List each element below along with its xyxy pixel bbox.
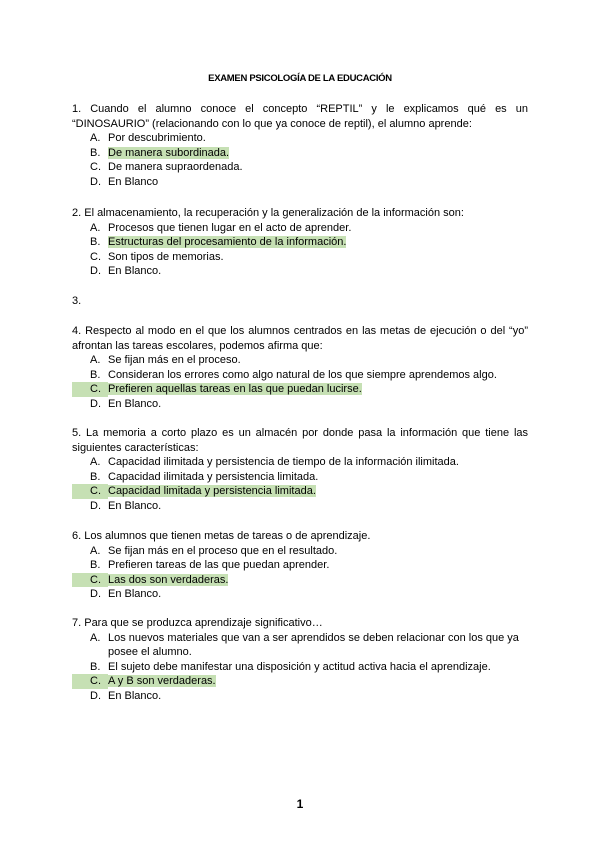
option-d: D. En Blanco. [90, 588, 162, 601]
option-a: A. Capacidad ilimitada y persistencia de tiempo de la información ilimitada. [90, 456, 459, 469]
question-2 [72, 206, 528, 279]
option-b: B. Consideran los errores como algo natural de los que siempre aprendemos algo. [90, 368, 497, 381]
question-stem: 7. Para que se produzca aprendizaje significativo… [72, 617, 323, 629]
option-c: C. Son tipos de memorias. [90, 250, 224, 263]
option-c-correct: C. Prefieren aquellas tareas en las que puedan lucirse. [72, 382, 528, 397]
question-stem: 5. La memoria a corto plazo es un almacén por donde pasa la información que tiene las siguientes características: [72, 427, 528, 454]
question-7 [72, 616, 528, 704]
option-b: B. Capacidad ilimitada y persistencia limitada. [90, 470, 319, 483]
question-stem: 1. Cuando el alumno conoce el concepto “REPTIL” y le explicamos qué es un “DINOSAURIO” (relacionando con lo que ya conoce de reptil), el alumno aprende: [72, 103, 528, 130]
option-c-correct: C. A y B son verdaderas. [72, 674, 528, 689]
question-1 [72, 102, 528, 190]
option-b-correct: B. Estructuras del procesamiento de la información. [90, 236, 347, 249]
option-a: A. Por descubrimiento. [90, 132, 206, 145]
option-b: B. El sujeto debe manifestar una disposición y actitud activa hacia el aprendizaje. [90, 660, 491, 673]
question-stem: 6. Los alumnos que tienen metas de tareas o de aprendizaje. [72, 530, 371, 542]
question-stem: 4. Respecto al modo en el que los alumnos centrados en las metas de ejecución o del “yo” afrontan las tareas escolares, podemos afirma que: [72, 325, 528, 352]
option-a: A. Procesos que tienen lugar en el acto de aprender. [90, 221, 352, 234]
option-c: C. De manera supraordenada. [90, 161, 243, 174]
option-a: A. Los nuevos materiales que van a ser aprendidos se deben relacionar con los que ya posee el alumno. [90, 631, 519, 659]
option-c-correct: C. Las dos son verdaderas. [72, 573, 528, 588]
option-a: A. Se fijan más en el proceso. [90, 354, 241, 367]
exam-title: EXAMEN PSICOLOGÍA DE LA EDUCACIÓN [208, 73, 392, 84]
question-4 [72, 324, 528, 412]
option-d: D. En Blanco [90, 175, 159, 188]
option-d: D. En Blanco. [90, 265, 162, 278]
page-number: 1 [296, 797, 304, 811]
option-b: B. Prefieren tareas de las que puedan aprender. [90, 559, 330, 572]
option-d: D. En Blanco. [90, 397, 162, 410]
option-a: A. Se fijan más en el proceso que en el resultado. [90, 544, 338, 557]
question-3 [72, 294, 528, 309]
question-stem: 2. El almacenamiento, la recuperación y la generalización de la información son: [72, 207, 464, 219]
question-6 [72, 529, 528, 602]
question-stem: 3. [72, 295, 82, 307]
question-5 [72, 426, 528, 514]
option-d: D. En Blanco. [90, 499, 162, 512]
option-c-correct: C. Capacidad limitada y persistencia limitada. [72, 484, 528, 499]
option-d: D. En Blanco. [90, 689, 162, 702]
option-b-correct: B. De manera subordinada. [90, 146, 230, 159]
